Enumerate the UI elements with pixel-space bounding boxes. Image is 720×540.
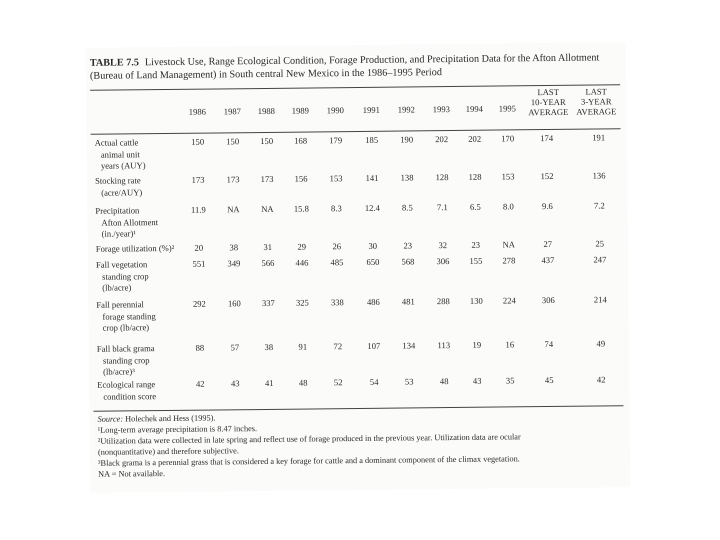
row-label-line: years (AUY) bbox=[100, 160, 146, 171]
table-cell: 156 bbox=[294, 173, 308, 184]
row-label-line: (lb/acre)³ bbox=[103, 366, 135, 377]
table-cell: 150 bbox=[226, 136, 240, 147]
table-cell: 141 bbox=[365, 172, 379, 183]
table-cell: 11.9 bbox=[190, 204, 206, 215]
column-header-year: 1993 bbox=[432, 104, 450, 115]
table-cell: 23 bbox=[471, 239, 481, 250]
table-cell: 325 bbox=[295, 297, 309, 308]
row-label bbox=[96, 243, 180, 255]
footnote-3: ³Black grama is a perennial grass that is considered a key forage for cattle and a dominant component of the climax vegetation. bbox=[97, 454, 520, 468]
column-header-year: 1988 bbox=[257, 105, 276, 117]
table-cell: 134 bbox=[402, 340, 416, 351]
table-cell: 130 bbox=[469, 295, 483, 306]
table-cell: 31 bbox=[263, 241, 273, 252]
table-cell: 38 bbox=[264, 341, 274, 352]
table-cell: 42 bbox=[596, 374, 606, 385]
table-title bbox=[90, 52, 620, 83]
table-cell: 160 bbox=[227, 298, 241, 309]
column-header-last3: LAST bbox=[585, 86, 607, 97]
table-cell: NA bbox=[502, 239, 516, 250]
table-cell: 202 bbox=[435, 134, 449, 145]
table-cell: 155 bbox=[469, 255, 483, 266]
table-cell: 26 bbox=[332, 241, 342, 252]
column-header-year: 1994 bbox=[465, 103, 483, 114]
table-cell: 136 bbox=[592, 170, 606, 181]
column-header-year: 1987 bbox=[223, 106, 242, 117]
table-cell: 551 bbox=[192, 258, 206, 269]
table-cell: 15.8 bbox=[293, 203, 309, 214]
table-cell: 191 bbox=[592, 132, 606, 143]
table-cell: 25 bbox=[595, 238, 605, 249]
row-label-line: standing crop bbox=[102, 270, 149, 282]
footnote-1: ¹Long-term average precipitation is 8.47 inches. bbox=[97, 424, 258, 435]
column-header-year: 1990 bbox=[326, 105, 344, 116]
row-label-line: Fall black grama bbox=[96, 343, 155, 354]
table-cell: 247 bbox=[593, 254, 607, 265]
table-cell: 7.1 bbox=[436, 202, 448, 213]
table-cell: 485 bbox=[330, 257, 344, 268]
table-cell: 42 bbox=[195, 378, 205, 389]
table-cell: 185 bbox=[365, 134, 379, 145]
row-label bbox=[97, 379, 181, 403]
table-cell: 8.0 bbox=[502, 201, 514, 212]
table-cell: 107 bbox=[367, 340, 381, 351]
table-cell: 43 bbox=[230, 378, 240, 389]
row-label-line: (lb/acre) bbox=[102, 282, 132, 293]
column-header-year: 1989 bbox=[291, 105, 309, 116]
table-cell: 481 bbox=[401, 296, 415, 307]
source-text: Holechek and Hess (1995). bbox=[125, 413, 216, 424]
table-cell: 437 bbox=[541, 254, 555, 266]
table-cell: 19 bbox=[472, 339, 482, 350]
table-cell: 16 bbox=[505, 339, 515, 350]
table-cell: 170 bbox=[501, 133, 515, 144]
table-cell: 292 bbox=[192, 298, 206, 309]
table-cell: 150 bbox=[260, 135, 274, 147]
table-cell: 150 bbox=[191, 136, 205, 147]
table-cell: 41 bbox=[264, 377, 274, 388]
table-cell: 43 bbox=[472, 375, 482, 386]
table-cell: 214 bbox=[593, 294, 607, 305]
row-label-line: forage standing bbox=[102, 310, 156, 322]
table-cell: 20 bbox=[194, 242, 204, 253]
table-cell: 337 bbox=[261, 297, 275, 309]
table-label: TABLE 7.5 bbox=[89, 57, 139, 69]
table-cell: 446 bbox=[295, 257, 309, 268]
row-label-line: Precipitation bbox=[95, 205, 140, 216]
column-header-year: 1991 bbox=[362, 104, 380, 115]
table-cell: 306 bbox=[436, 256, 450, 267]
table-cell: 278 bbox=[502, 255, 516, 266]
table-cell: 30 bbox=[368, 240, 378, 251]
title-line-1: Livestock Use, Range Ecological Condition, Forage Production, and Precipitation Data for the Afton Allotment bbox=[144, 52, 600, 69]
table-cell: 35 bbox=[505, 375, 515, 386]
column-header-last3: 3-YEAR bbox=[580, 96, 612, 107]
table-cell: 57 bbox=[230, 342, 240, 353]
column-header-last10: 10-YEAR bbox=[530, 96, 566, 108]
table-cell: 54 bbox=[369, 376, 379, 387]
scanned-table-page bbox=[86, 42, 631, 493]
table-cell: 174 bbox=[540, 132, 554, 144]
footnote-na: NA = Not available. bbox=[98, 469, 166, 479]
table-cell: 23 bbox=[403, 240, 413, 251]
table-cell: 338 bbox=[330, 297, 344, 308]
table-cell: 288 bbox=[436, 296, 450, 307]
table-cell: 306 bbox=[541, 294, 555, 306]
table-cell: 7.2 bbox=[593, 200, 605, 211]
column-header-last10: AVERAGE bbox=[528, 106, 569, 118]
row-label-line: crop (lb/acre) bbox=[102, 322, 150, 333]
table-cell: 72 bbox=[333, 341, 343, 352]
column-header-year: 1986 bbox=[188, 106, 207, 117]
table-cell: 128 bbox=[435, 172, 449, 183]
row-label bbox=[95, 205, 179, 240]
column-header-year: 1992 bbox=[397, 104, 415, 115]
footnote-2b: (nonquantitative) and therefore subjective. bbox=[97, 446, 239, 457]
row-label-line: (in./year)¹ bbox=[101, 228, 136, 239]
row-label-line: Actual cattle bbox=[94, 137, 139, 148]
row-label bbox=[96, 299, 180, 334]
row-label-line: standing crop bbox=[102, 354, 150, 366]
table-cell: 32 bbox=[438, 240, 448, 251]
table-cell: 650 bbox=[366, 256, 380, 267]
row-label bbox=[97, 343, 181, 378]
table-cell: 9.6 bbox=[541, 200, 553, 212]
table-cell: 53 bbox=[404, 376, 414, 387]
table-cell: 152 bbox=[540, 170, 554, 182]
row-label-line: Fall perennial bbox=[96, 299, 144, 310]
table-cell: 88 bbox=[195, 342, 205, 353]
table-cell: 128 bbox=[468, 171, 482, 182]
row-label-line: Stocking rate bbox=[95, 175, 141, 186]
table-cell: 113 bbox=[437, 340, 451, 351]
row-label-line: Afton Allotment bbox=[101, 216, 159, 228]
row-label-line: (acre/AUY) bbox=[101, 186, 143, 198]
table-cell: 568 bbox=[401, 256, 415, 267]
table-cell: 12.4 bbox=[364, 202, 380, 213]
row-label bbox=[95, 137, 179, 172]
table-cell: 48 bbox=[298, 377, 308, 388]
row-label bbox=[96, 259, 180, 294]
table-cell: 486 bbox=[366, 296, 380, 307]
column-header-last10: LAST bbox=[537, 86, 559, 98]
table-cell: 6.5 bbox=[469, 201, 481, 212]
table-cell: 202 bbox=[468, 133, 482, 144]
table-cell: 138 bbox=[400, 172, 414, 183]
table-cell: 8.3 bbox=[330, 203, 342, 214]
table-cell: 566 bbox=[261, 257, 275, 269]
table-cell: 45 bbox=[544, 374, 554, 386]
table-cell: 153 bbox=[329, 173, 343, 184]
table-cell: 190 bbox=[400, 134, 414, 145]
table-cell: 179 bbox=[329, 135, 343, 146]
footnote-2a: ²Utilization data were collected in late spring and reflect use of forage produced in the previous year. Utilization data are ocular bbox=[97, 432, 521, 446]
table-cell: 224 bbox=[502, 295, 516, 306]
table-cell: 91 bbox=[298, 341, 308, 352]
row-label-line: condition score bbox=[103, 390, 157, 402]
table-cell: 153 bbox=[501, 171, 515, 182]
table-cell: 168 bbox=[294, 135, 308, 146]
row-label-line: Fall vegetation bbox=[95, 259, 148, 270]
table-cell: NA bbox=[261, 203, 274, 215]
table-cell: 52 bbox=[333, 377, 343, 388]
table-cell: 173 bbox=[260, 173, 274, 185]
row-label-line: animal unit bbox=[100, 148, 140, 160]
table-cell: 8.5 bbox=[401, 202, 413, 213]
column-header-last3: AVERAGE bbox=[576, 106, 617, 117]
table-cell: 349 bbox=[227, 258, 241, 269]
table-cell: 48 bbox=[439, 376, 449, 387]
table-cell: 173 bbox=[226, 174, 240, 185]
row-label-line: Ecological range bbox=[97, 379, 156, 390]
column-header-year: 1995 bbox=[498, 103, 516, 114]
table-cell: 29 bbox=[297, 241, 307, 252]
table-cell: 38 bbox=[229, 242, 239, 253]
row-label bbox=[95, 175, 179, 199]
row-label-line: Forage utilization (%)² bbox=[95, 242, 175, 254]
table-cell: 173 bbox=[191, 174, 205, 185]
table-cell: 49 bbox=[596, 338, 606, 349]
source-label: Source: bbox=[97, 414, 124, 424]
title-line-2: (Bureau of Land Management) in South central New Mexico in the 1986–1995 Period bbox=[89, 66, 442, 82]
table-cell: NA bbox=[227, 204, 240, 215]
table-cell: 74 bbox=[544, 338, 554, 350]
table-cell: 27 bbox=[543, 238, 553, 250]
